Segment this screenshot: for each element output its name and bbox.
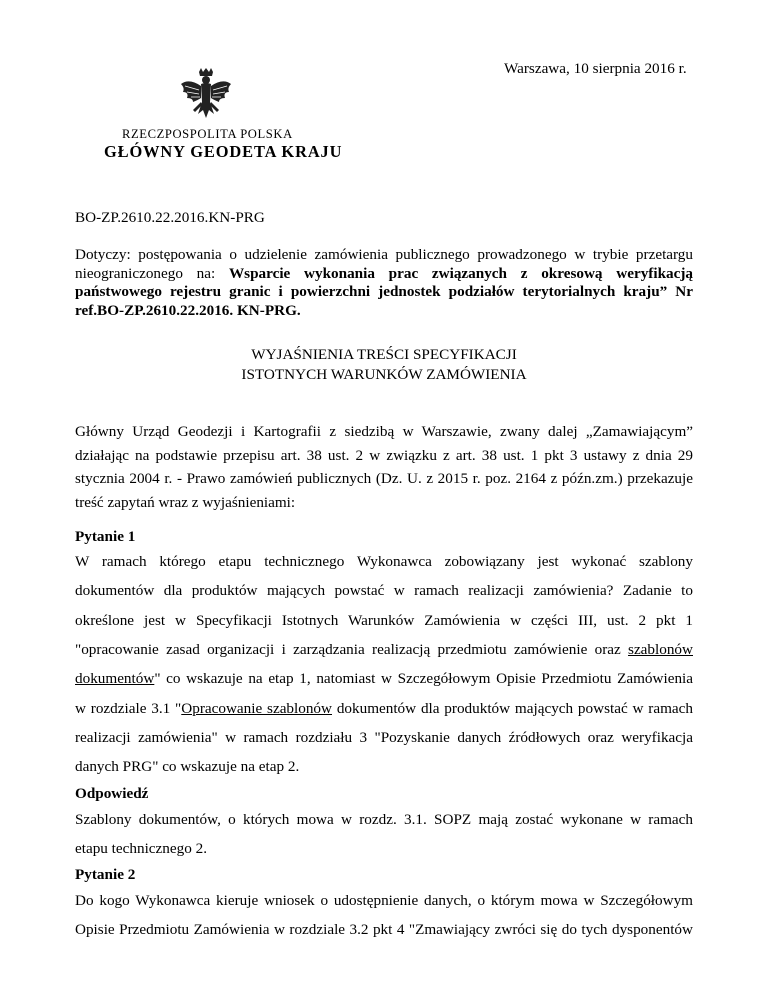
- office-name: GŁÓWNY GEODETA KRAJU: [104, 142, 343, 161]
- question-1-line-5-text: " co wskazuje na etap 1, natomiast w Szczegółowym Opisie Przedmiotu Zamówienia: [154, 670, 693, 687]
- question-2-line-2: Opisie Przedmiotu Zamówienia w rozdziale 3.2 pkt 4 "Zmawiający zwróci się do tych dysponentów: [75, 921, 693, 938]
- question-1-line-4-underlined: szablonów: [628, 641, 693, 658]
- question-1-line-6-underlined: Opracowanie szablonów: [181, 700, 332, 717]
- question-1-line-8: danych PRG" co wskazuje na etap 2.: [75, 758, 300, 775]
- question-2-line-1: Do kogo Wykonawca kieruje wniosek o udostępnienie danych, o którym mowa w Szczegółowym: [75, 892, 693, 909]
- country-name: RZECZPOSPOLITA POLSKA: [122, 127, 293, 141]
- document-date: Warszawa, 10 sierpnia 2016 r.: [504, 60, 687, 77]
- subject-paragraph: [75, 246, 693, 320]
- document-title-line-2: ISTOTNYCH WARUNKÓW ZAMÓWIENIA: [241, 366, 527, 383]
- question-1-line-5-underlined: dokumentów: [75, 670, 155, 687]
- polish-eagle-emblem-icon: [179, 68, 233, 124]
- question-1-line-5: [75, 670, 693, 688]
- question-1-line-4-text: "opracowanie zasad organizacji i zarządzania realizacją przedmiotu zamówienie oraz: [75, 641, 629, 658]
- subject-prefix: Dotyczy: postępowania o udzielenie zamówienia publicznego prowadzonego w trybie przetargu nieograniczonego na:: [75, 246, 693, 282]
- question-1-line-6: [75, 700, 693, 718]
- question-1-line-1: W ramach którego etapu technicznego Wykonawca zobowiązany jest wykonać szablony: [75, 553, 693, 570]
- question-1-line-4: [75, 641, 693, 659]
- reference-number: BO-ZP.2610.22.2016.KN-PRG: [75, 209, 265, 226]
- subject-title: Wsparcie wykonania prac związanych z okresową weryfikacją państwowego rejestru granic i powierzchni jednostek podziałów terytorialnych kraju” Nr ref.BO-ZP.2610.22.2016. KN-PRG.: [75, 264, 694, 319]
- question-1-line-6-text-b: dokumentów dla produktów mających powstać w ramach: [332, 700, 693, 717]
- document-title-line-1: WYJAŚNIENIA TREŚCI SPECYFIKACJI: [251, 346, 517, 363]
- question-1-line-7: realizacji zamówienia" w ramach rozdziału 3 "Pozyskanie danych źródłowych oraz weryfikacja: [75, 729, 693, 746]
- answer-1-label: Odpowiedź: [75, 785, 149, 802]
- answer-1-line-1: Szablony dokumentów, o których mowa w rozdz. 3.1. SOPZ mają zostać wykonane w ramach: [75, 811, 693, 828]
- question-1-line-6-text-a: w rozdziale 3.1 ": [75, 700, 182, 717]
- intro-paragraph: Główny Urząd Geodezji i Kartografii z siedzibą w Warszawie, zwany dalej „Zamawiającym” działając na podstawie przepisu art. 38 ust. 2 w związku z art. 38 ust. 1 pkt 3 ustawy z dnia 29 stycznia 2004 r. - Prawo zamówień publicznych (Dz. U. z 2015 r. poz. 2164 z późn.zm.) przekazuje treść zapytań wraz z wyjaśnieniami:: [75, 423, 693, 511]
- question-1-line-2: dokumentów dla produktów mających powstać w ramach realizacji zamówienia? Zadanie to: [75, 582, 693, 599]
- question-1-label: Pytanie 1: [75, 528, 136, 545]
- question-2-label: Pytanie 2: [75, 866, 136, 883]
- answer-1-line-2: etapu technicznego 2.: [75, 840, 207, 857]
- question-1-line-3: określone jest w Specyfikacji Istotnych Warunków Zamówienia w części III, ust. 2 pkt 1: [75, 612, 693, 629]
